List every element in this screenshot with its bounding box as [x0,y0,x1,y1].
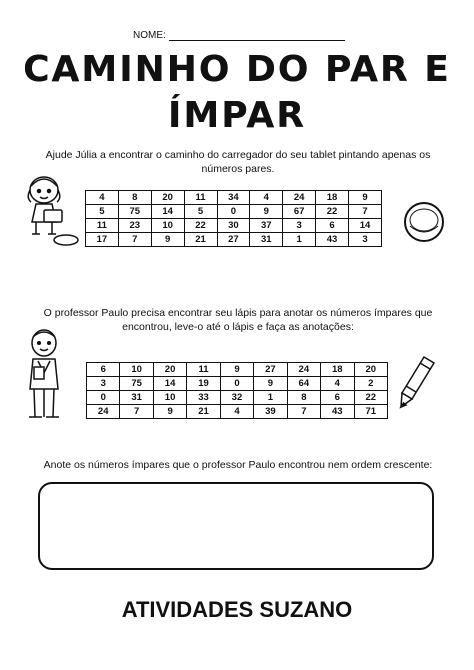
grid-cell[interactable]: 27 [254,363,287,377]
grid-cell[interactable]: 4 [220,405,253,419]
grid-cell[interactable]: 17 [86,233,119,247]
grid-cell[interactable]: 0 [87,391,120,405]
grid-row [87,405,388,419]
grid-row [86,191,382,205]
grid-cell[interactable]: 14 [151,205,184,219]
grid-cell[interactable]: 9 [151,233,184,247]
grid-cell[interactable]: 43 [316,233,349,247]
grid-cell[interactable]: 27 [217,233,250,247]
name-line [133,30,345,41]
grid-cell[interactable]: 10 [151,219,184,233]
grid-cell[interactable]: 39 [254,405,287,419]
grid-cell[interactable]: 7 [118,233,151,247]
grid-cell[interactable]: 24 [287,363,320,377]
grid-cell[interactable]: 6 [321,391,354,405]
grid-row [87,363,388,377]
grid-row [86,233,382,247]
grid-cell[interactable]: 64 [287,377,320,391]
activity3-instruction: Anote os números ímpares que o professor Paulo encontrou nem ordem crescente: [43,459,433,471]
grid-cell[interactable]: 34 [217,191,250,205]
name-field[interactable] [169,31,345,41]
grid-cell[interactable]: 20 [354,363,388,377]
grid-cell[interactable]: 4 [321,377,354,391]
grid-cell[interactable]: 0 [217,205,250,219]
professor-icon [20,327,68,427]
grid-cell[interactable]: 1 [283,233,316,247]
grid-cell[interactable]: 22 [354,391,388,405]
activity1-number-grid [85,190,382,247]
grid-cell[interactable]: 6 [87,363,120,377]
name-label: NOME: [133,30,166,41]
footer-brand: ATIVIDADES SUZANO [121,597,353,622]
grid-row [86,205,382,219]
answer-box[interactable] [38,482,434,570]
grid-cell[interactable]: 7 [287,405,320,419]
grid-cell[interactable]: 20 [153,363,186,377]
pencil-icon [398,353,438,411]
grid-cell[interactable]: 30 [217,219,250,233]
grid-cell[interactable]: 22 [184,219,217,233]
grid-cell[interactable]: 3 [349,233,382,247]
grid-cell[interactable]: 31 [120,391,153,405]
grid-cell[interactable]: 8 [287,391,320,405]
grid-cell[interactable]: 4 [86,191,119,205]
girl-with-tablet-icon [22,172,82,250]
activity1-instruction: Ajude Júlia a encontrar o caminho do carregador do seu tablet pintando apenas os números pares. [45,149,431,175]
grid-row [86,219,382,233]
grid-cell[interactable]: 9 [250,205,283,219]
grid-cell[interactable]: 22 [316,205,349,219]
grid-cell[interactable]: 9 [220,363,253,377]
grid-cell[interactable]: 67 [283,205,316,219]
grid-cell[interactable]: 9 [153,405,186,419]
grid-cell[interactable]: 21 [187,405,220,419]
grid-cell[interactable]: 3 [283,219,316,233]
grid-cell[interactable]: 11 [187,363,220,377]
grid-cell[interactable]: 10 [120,363,153,377]
grid-cell[interactable]: 6 [316,219,349,233]
grid-cell[interactable]: 18 [316,191,349,205]
title-line-1: CAMINHO DO PAR E [23,49,451,90]
charger-icon [402,200,446,244]
grid-cell[interactable]: 23 [118,219,151,233]
grid-cell[interactable]: 7 [120,405,153,419]
grid-cell[interactable]: 8 [118,191,151,205]
grid-cell[interactable]: 75 [118,205,151,219]
grid-row [87,391,388,405]
grid-cell[interactable]: 20 [151,191,184,205]
grid-cell[interactable]: 9 [349,191,382,205]
grid-cell[interactable]: 18 [321,363,354,377]
grid-cell[interactable]: 75 [120,377,153,391]
activity2-instruction: O professor Paulo precisa encontrar seu lápis para anotar os números ímpares que encontrou, leve-o até o lápis e faça as anotações: [43,307,433,333]
grid-cell[interactable]: 21 [184,233,217,247]
grid-cell[interactable]: 37 [250,219,283,233]
grid-cell[interactable]: 19 [187,377,220,391]
grid-row [87,377,388,391]
grid-cell[interactable]: 24 [87,405,120,419]
grid-cell[interactable]: 11 [86,219,119,233]
grid-cell[interactable]: 1 [254,391,287,405]
grid-cell[interactable]: 43 [321,405,354,419]
grid-cell[interactable]: 33 [187,391,220,405]
grid-cell[interactable]: 71 [354,405,388,419]
grid-cell[interactable]: 7 [349,205,382,219]
grid-cell[interactable]: 11 [184,191,217,205]
grid-cell[interactable]: 0 [220,377,253,391]
grid-cell[interactable]: 3 [87,377,120,391]
grid-cell[interactable]: 32 [220,391,253,405]
grid-cell[interactable]: 5 [86,205,119,219]
grid-cell[interactable]: 2 [354,377,388,391]
grid-cell[interactable]: 4 [250,191,283,205]
grid-cell[interactable]: 24 [283,191,316,205]
title-line-2: ÍMPAR [168,95,306,136]
grid-cell[interactable]: 14 [349,219,382,233]
grid-cell[interactable]: 10 [153,391,186,405]
activity2-number-grid [86,362,388,419]
grid-cell[interactable]: 9 [254,377,287,391]
grid-cell[interactable]: 31 [250,233,283,247]
grid-cell[interactable]: 5 [184,205,217,219]
grid-cell[interactable]: 14 [153,377,186,391]
